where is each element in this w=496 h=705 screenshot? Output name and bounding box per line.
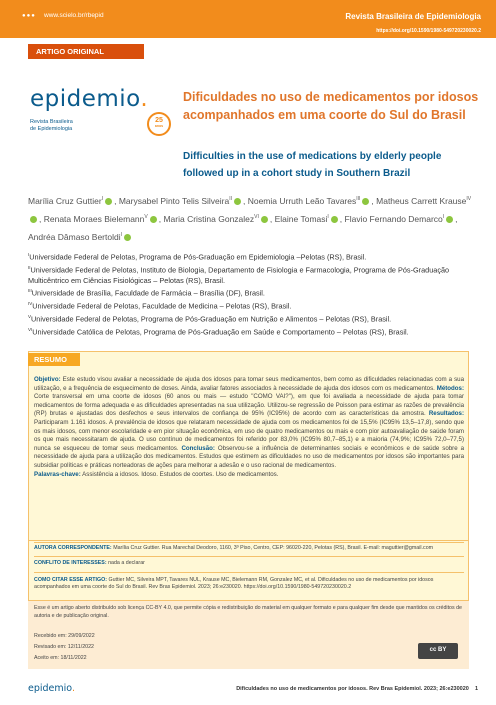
corresponding-author: AUTORA CORRESPONDENTE: Marília Cruz Guttier. Rua Marechal Deodoro, 1160, 3º Piso, Centro, CEP: 96020-220, Pelotas (RS), Brasil. E-mail: maguttier@gmail.com [34,545,434,551]
affiliation-marker: II [28,264,31,270]
affiliation-item [28,299,480,312]
author-list: Marília Cruz Guttier$^I$ , Marysabel Pinto Telis Silveira$^{II}$ , Noemia Urruth Leão Tavares$^{III}$ , Matheus Carrett Krause$^{IV}$, Renata Moraes Bielemann$^V$ , Maria Cristina Gonzalez$^{VI}$ , Elaine Tomasi$^I$ , Flavio Fernando Demarco$^I$ , Andréa Dâmaso Bertoldi$^I$ [28,195,472,242]
article-title-english: Difficulties in the use of medications by elderly people followed up in a cohort study in Southern Brazil [183,151,442,179]
author-name: Renata Moraes Bielemann [43,213,145,224]
orcid-icon[interactable] [331,216,338,223]
affiliation-text: Universidade Católica de Pelotas, Programa de Pós-Graduação em Saúde e Comportamento – Pelotas (RS), Brasil. [32,327,409,337]
abstract-label: RESUMO [28,353,80,366]
abstract-text: Objetivo: Este estudo visou avaliar a necessidade de ajuda dos idosos para tomar seus medicamentos, bem como as dificuldades relacionadas com a sua utilização, e a frequência de esquecimento de doses. Ainda, avaliar fatores associados à necessidade de ajuda dos idosos com os medicamentos. Métodos: Corte transversal em uma coorte de idosos (60 anos ou mais — estudo "COMO VAI?"), em que foi avaliada a necessidade de ajuda para tomar medicamentos de forma adequada e as dificuldades apresentadas na sua utilização. Utilizou-se regressão de Poisson para estimar as razões de prevalência (RP) brutas e ajustadas dos desfechos e seus intervalos de confiança de 95% (IC95%) de acordo com as características da amostra. Resultados: Participaram 1.161 idosos. A prevalência de idosos que relataram necessidade de ajuda com os medicamentos foi de 15,5% (IC95% 13,5–17,8), sendo que os mais idosos, com menor escolaridade e em pior situação econômica, em uso de quatro medicamentos ou mais e com pior autoavaliação de saúde foram os que mais necessitaram de ajuda. O uso contínuo de medicamentos foi referido por 83,0% (IC95% 80,7–85,1) e a maioria (74,9%; IC95% 72,0–77,5) nunca se esqueceu de tomar seus medicamentos. Conclusão: Observou-se a influência de determinantes sociais e econômicos e de saúde sobre a necessidade de ajuda para a utilização dos medicamentos. Estudos que estimem as dificuldades no uso de medicamentos por idosos são importantes para subsidiar políticas e práticas norteadoras de ações para melhorar a adesão e o uso racional de medicamentos. Palavras-chave: Assistência a idosos. Idoso. Estudos de coortes. Uso de medicamentos. [34,376,464,478]
journal-logo [30,86,164,146]
affiliation-item [28,250,480,263]
orcid-icon[interactable] [150,216,157,223]
author-name: Matheus Carrett Krause [376,195,467,206]
orcid-icon[interactable] [261,216,268,223]
author-name: Marília Cruz Guttier [28,195,102,206]
cc-by-license-icon[interactable]: cc BY [418,643,458,659]
author-name: Noemia Urruth Leão Tavares [247,195,357,206]
meta-divider [34,542,464,543]
license-text: Esse é um artigo aberto distribuído sob licença CC-BY 4.0, que permite cópia e redistribuição do material em qualquer formato e para qualquer fim desde que mantidos os créditos de autoria e de publicação original. [34,605,463,619]
orcid-icon[interactable] [234,198,241,205]
header-dots: ●●● [22,13,36,19]
affiliation-item [28,263,480,286]
anniversary-seal-icon: 25 anos [147,112,171,136]
article-type-badge: ARTIGO ORIGINAL [28,44,144,59]
affiliation-marker: V [28,314,32,320]
affiliation-text: Universidade Federal de Pelotas, Instituto de Biologia, Departamento de Fisiologia e Farmacologia, Programa de Pós-Graduação Multicêntrico em Ciências Fisiológicas – Pelotas (RS), Brasil. [28,265,450,285]
affiliation-marker: I [28,252,30,257]
how-to-cite: COMO CITAR ESSE ARTIGO: Guttier MC, Silveira MPT, Tavares NUL, Krause MC, Bielemann RM, Gonzalez MC, et al. Dificuldades no uso de medicamentos por idosos acompanhados em uma coorte do Sul do Brasil. Rev Bras Epidemiol. 2023; 26:e230020. https://doi.org/10.1590/1980-549720230020.2 [34,577,434,591]
logo-subtitle: Revista Brasileira de Epidemiologia [30,119,73,132]
affiliation-text: Universidade Federal de Pelotas, Programa de Pós-Graduação em Nutrição e Alimentos – Pelotas (RS), Brasil. [31,314,392,324]
author-affiliation-marker: I [120,231,122,238]
affiliation-marker: III [28,288,32,294]
author-affiliation-marker: V [144,213,148,220]
author-name: Andréa Dâmaso Bertoldi [28,231,121,242]
conflict-of-interest: CONFLITO DE INTERESSES: nada a declarar [34,560,145,566]
footer-citation: Dificuldades no uso de medicamentos por idosos. Rev Bras Epidemiol. 2023; 26:e230020 1 [236,686,478,692]
author-affiliation-marker: I [327,213,329,220]
author-name: Marysabel Pinto Telis Silveira [118,195,230,206]
article-title-portuguese: Dificuldades no uso de medicamentos por idosos acompanhados em uma coorte do Sul do Brasil [183,90,479,122]
affiliation-item [28,286,480,299]
affiliation-text: Universidade Federal de Pelotas, Programa de Pós-Graduação em Epidemiologia –Pelotas (RS), Brasil. [29,252,367,262]
author-name: Maria Cristina Gonzalez [163,213,255,224]
author-name: Elaine Tomasi [274,213,328,224]
affiliation-marker: VI [28,327,33,333]
journal-header-bar [0,0,496,38]
author-affiliation-marker: IV [466,196,472,202]
affiliation-text: Universidade Federal de Pelotas, Faculdade de Medicina – Pelotas (RS), Brasil. [32,301,292,311]
author-name: Flavio Fernando Demarco [344,213,443,224]
meta-divider [34,556,464,557]
author-affiliation-marker: III [356,196,361,202]
publication-dates: Recebido em: 29/09/2022 Revisado em: 12/11/2022 Aceito em: 18/11/2022 [34,633,95,661]
orcid-icon[interactable] [30,216,37,223]
journal-name: Revista Brasileira de Epidemiologia [345,12,481,21]
affiliation-list [28,250,480,338]
site-url-link[interactable]: www.scielo.br/rbepid [44,12,104,19]
footer-logo: epidemio. [28,683,75,694]
logo-wordmark: epidemio. [30,86,149,112]
author-affiliation-marker: I [101,196,104,202]
orcid-icon[interactable] [362,198,369,205]
author-affiliation-marker: I [442,213,445,220]
orcid-icon[interactable] [446,216,453,223]
author-affiliation-marker: VI [254,213,259,220]
author-affiliation-marker: II [229,196,232,202]
affiliation-item [28,325,480,338]
orcid-icon[interactable] [105,198,112,205]
orcid-icon[interactable] [124,234,131,241]
doi-link[interactable]: https://doi.org/10.1590/1980-549720230020.2 [376,28,481,34]
affiliation-text: Universidade de Brasília, Faculdade de Farmácia – Brasília (DF), Brasil. [31,288,265,298]
affiliation-item [28,312,480,325]
meta-divider [34,572,464,573]
affiliation-marker: IV [28,301,33,307]
